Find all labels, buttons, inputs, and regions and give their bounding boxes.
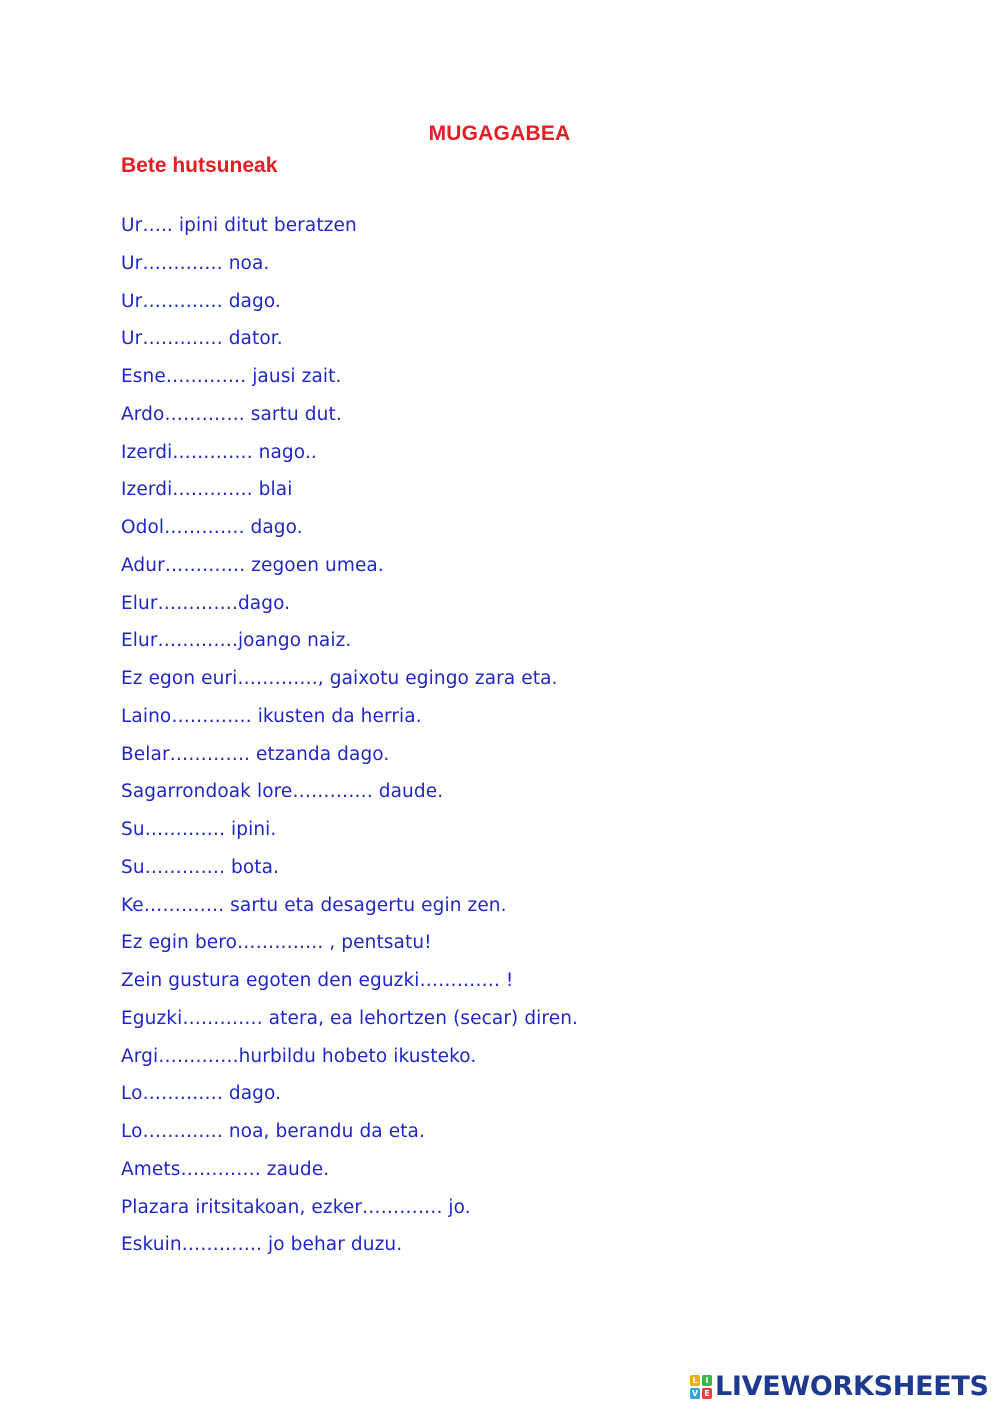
exercise-sentence: Laino…………. ikusten da herria. (121, 705, 422, 727)
logo-block: E (702, 1388, 712, 1399)
page-title: MUGAGABEA (428, 122, 571, 145)
exercise-sentence: Ez egon euri…………., gaixotu egingo zara eta. (121, 668, 558, 689)
exercise-sentence: Lo…………. noa, berandu da eta. (121, 1121, 425, 1142)
exercise-sentence: Ur…………. dator. (121, 328, 283, 350)
logo-block: I (702, 1375, 712, 1386)
exercise-sentence: Ur…………. dago. (121, 290, 281, 312)
exercise-sentence: Izerdi…………. nago.. (121, 441, 317, 463)
exercise-sentence: Eskuin…………. jo behar duzu. (121, 1234, 403, 1256)
exercise-sentence: Eguzki…………. atera, ea lehortzen (secar) diren. (121, 1007, 579, 1029)
exercise-sentence: Odol…………. dago. (121, 517, 303, 538)
instruction-heading: Bete hutsuneak (121, 154, 278, 177)
exercise-sentence: Ke…………. sartu eta desagertu egin zen. (121, 894, 507, 916)
exercise-sentence: Argi………….hurbildu hobeto ikusteko. (121, 1045, 477, 1067)
exercise-sentence: Lo…………. dago. (121, 1083, 282, 1105)
exercise-sentence: Amets…………. zaude. (121, 1158, 330, 1180)
logo-blocks-icon (690, 1375, 712, 1399)
exercise-sentence: Su…………. ipini. (121, 819, 277, 840)
exercise-sentence: Esne…………. jausi zait. (121, 366, 342, 387)
exercise-sentence: Ur…………. noa. (121, 252, 270, 274)
exercise-sentence: Zein gustura egoten den eguzki…………. ! (121, 970, 514, 991)
exercise-sentence: Adur…………. zegoen umea. (121, 554, 384, 576)
exercise-sentence: Izerdi…………. blai (121, 479, 293, 501)
exercise-list (121, 212, 578, 1269)
liveworksheets-logo (690, 1371, 989, 1403)
logo-block: L (690, 1375, 700, 1386)
logo-block: V (691, 1389, 699, 1398)
exercise-sentence: Ur….. ipini ditut beratzen (121, 215, 357, 236)
exercise-sentence: Elur………….dago. (121, 592, 291, 614)
exercise-sentence: Plazara iritsitakoan, ezker…………. jo. (121, 1196, 471, 1218)
exercise-sentence: Ez egin bero………….. , pentsatu! (121, 932, 432, 954)
logo-wordmark: LIVEWORKSHEETS (715, 1371, 989, 1402)
exercise-sentence: Ardo…………. sartu dut. (121, 403, 342, 425)
exercise-sentence: Su…………. bota. (121, 856, 280, 878)
exercise-sentence: Elur………….joango naiz. (121, 630, 352, 652)
exercise-sentence: Belar…………. etzanda dago. (121, 743, 390, 765)
exercise-sentence: Sagarrondoak lore…………. daude. (121, 781, 444, 803)
